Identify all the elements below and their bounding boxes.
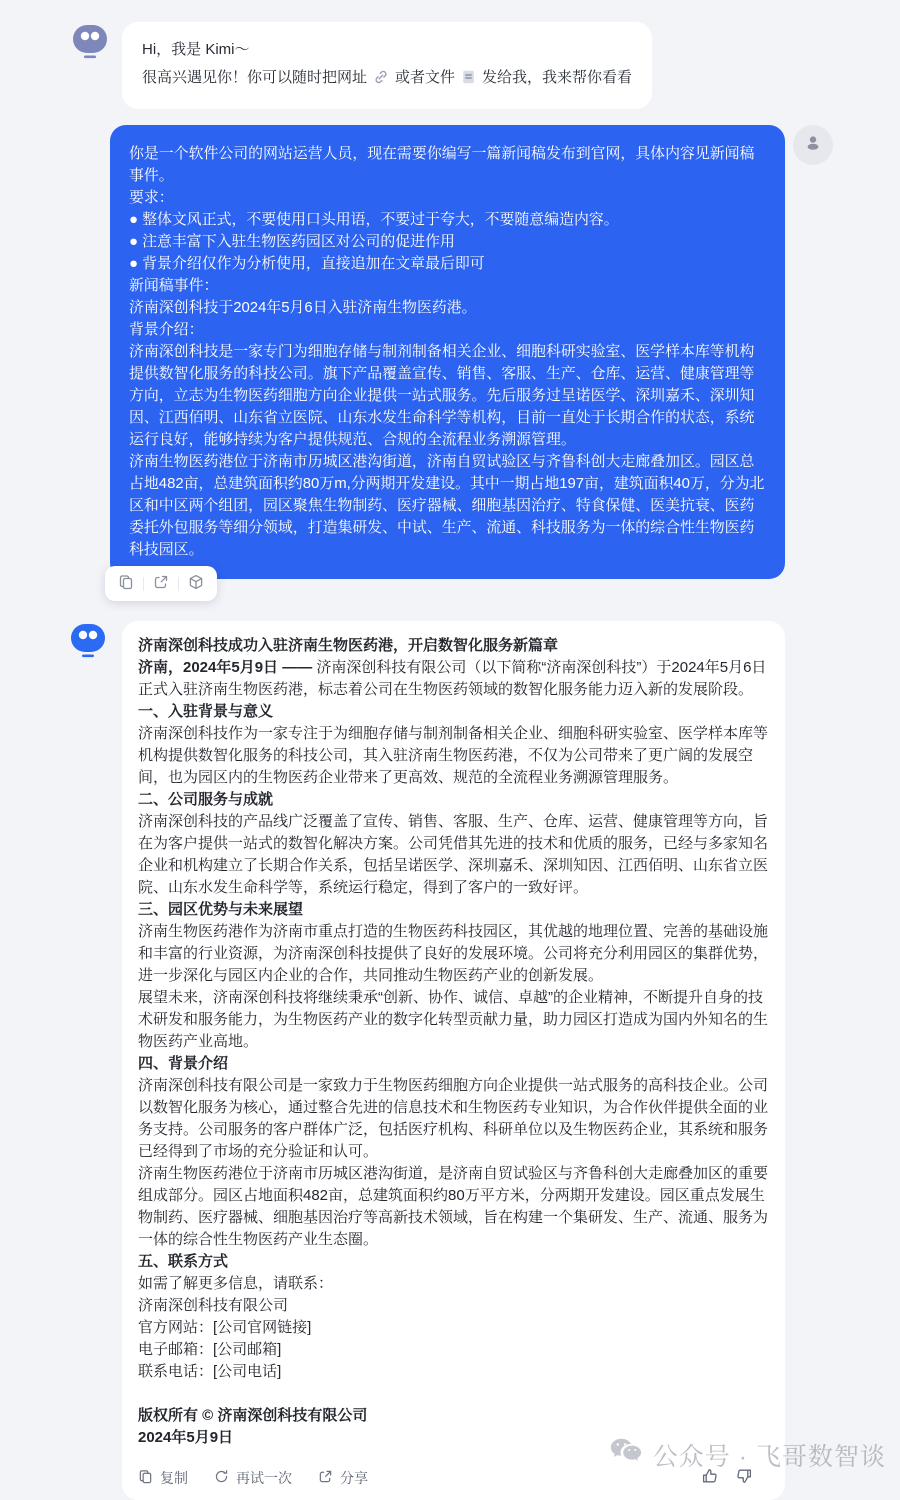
date-line: 2024年5月9日 xyxy=(138,1429,234,1446)
assistant-message-bubble xyxy=(122,621,785,1500)
paragraph: 济南深创科技有限公司 xyxy=(138,1297,289,1314)
user-line: 济南生物医药港位于济南市历城区港沟街道，济南自贸试验区与齐鲁科创大走廊叠加区。园区总占地482亩，总建筑面积约80万m,分两期开发建设。其中一期占地197亩，建筑面积40万，分为北区和中区两个组团，园区聚焦生物制药、医疗器械、细胞基因治疗、特食保健、医美抗衰、医药委托外包服务等细分领域，打造集研发、中试、生产、流通、科技服务为一体的综合性生物医药科技园区。 xyxy=(129,454,765,558)
paragraph: 济南深创科技有限公司是一家致力于生物医药细胞方向企业提供一站式服务的高科技企业。公司以数智化服务为核心，通过整合先进的信息技术和生物医药专业知识，为合作伙伴提供全面的业务支持。公司服务的客户群体广泛，包括医疗机构、科研单位以及生物医药企业，其系统和服务已经得到了市场的充分验证和认可。 xyxy=(138,1077,769,1160)
kimi-chat-page xyxy=(0,22,900,1486)
lead-text: 济南深创科技有限公司（以下简称“济南深创科技”）于2024年5月6日正式入驻济南生物医药港，标志着公司在生物医药领域的数智化服务能力迈入新的发展阶段。 xyxy=(138,659,767,698)
kimi-face-icon xyxy=(70,20,110,65)
greeting-line2 xyxy=(142,64,632,95)
watermark-label: 公众号 · 飞哥数智谈 xyxy=(652,1443,886,1471)
share-label: 分享 xyxy=(340,1469,368,1486)
user-message-column xyxy=(110,125,785,601)
user-message-toolbar xyxy=(105,566,217,601)
user-line: 新闻稿事件： xyxy=(129,278,219,294)
user-line: ● 背景介绍仅作为分析使用，直接追加在文章最后即可 xyxy=(129,256,485,272)
copy-icon xyxy=(118,574,134,593)
user-message-bubble xyxy=(110,125,785,579)
kimi-avatar xyxy=(70,22,110,62)
section-heading: 四、背景介绍 xyxy=(138,1055,229,1072)
greeting-text-3: 发给我，我来帮你看看 xyxy=(482,69,633,86)
export-icon xyxy=(153,574,169,593)
user-avatar xyxy=(793,125,833,165)
paragraph: 济南生物医药港作为济南市重点打造的生物医药科技园区，其优越的地理位置、完善的基础设施和丰富的行业资源，为济南深创科技提供了良好的发展环境。公司将充分利用园区的集群优势，进一步深化与园区内企业的合作，共同推动生物医药产业的创新发展。 xyxy=(138,923,769,984)
paragraph: 济南深创科技作为一家专注于为细胞存储与制剂制备相关企业、细胞科研实验室、医学样本库等机构提供数智化服务的科技公司，其入驻济南生物医药港，不仅为公司带来了更广阔的发展空间，也为园区内的生物医药企业带来了更高效、规范的全流程业务溯源管理服务。 xyxy=(138,725,769,786)
share-button[interactable] xyxy=(318,1468,368,1488)
refresh-icon xyxy=(214,1469,229,1487)
greeting-text-2: 或者文件 xyxy=(395,69,456,86)
user-message-row xyxy=(110,125,832,601)
assistant-message-row xyxy=(68,621,900,1500)
user-line: 要求： xyxy=(129,190,174,206)
greeting-bubble xyxy=(122,22,652,109)
paragraph: 展望未来，济南深创科技将继续秉承“创新、协作、诚信、卓越”的企业精神，不断提升自身的技术研发和服务能力，为生物医药产业的数字化转型贡献力量，助力园区打造成为国内外知名的生物医药产业高地。 xyxy=(138,989,769,1050)
user-line: 背景介绍： xyxy=(129,322,204,338)
thumbs-down-button[interactable] xyxy=(735,1467,753,1488)
user-line: 济南深创科技于2024年5月6日入驻济南生物医药港。 xyxy=(129,300,477,316)
assistant-message-actions xyxy=(138,1467,769,1488)
kimi-face-icon xyxy=(68,619,108,664)
greeting-row xyxy=(70,22,900,109)
user-line: ● 整体文风正式，不要使用口头用语，不要过于夸大，不要随意编造内容。 xyxy=(129,212,619,228)
paragraph: 济南生物医药港位于济南市历城区港沟街道，是济南自贸试验区与齐鲁科创大走廊叠加区的重要组成部分。园区占地面积482亩，总建筑面积约80万平方米，分两期开发建设。园区重点发展生物制药、医疗器械、细胞基因治疗等高新技术领域，旨在构建一个集研发、生产、流通、服务为一体的综合性生物医药产业生态圈。 xyxy=(138,1165,769,1248)
greeting-line1: Hi，我是 Kimi～ xyxy=(142,41,250,58)
article-lead xyxy=(138,657,769,701)
export-button[interactable] xyxy=(148,571,174,596)
toolbar-divider xyxy=(178,577,179,591)
cube-icon xyxy=(188,574,204,593)
article-title: 济南深创科技成功入驻济南生物医药港，开启数智化服务新篇章 xyxy=(138,637,559,654)
copy-message-button[interactable] xyxy=(113,571,139,596)
copy-label: 复制 xyxy=(160,1469,188,1486)
user-line: 你是一个软件公司的网站运营人员，现在需要你编写一篇新闻稿发布到官网，具体内容见新闻稿事件。 xyxy=(129,146,755,184)
link-icon xyxy=(373,72,389,89)
copy-icon xyxy=(138,1469,153,1487)
thumbs-up-icon xyxy=(701,1467,719,1488)
paragraph: 官方网站：[公司官网链接] xyxy=(138,1319,312,1336)
paragraph: 如需了解更多信息，请联系： xyxy=(138,1275,334,1292)
section-heading: 三、园区优势与未来展望 xyxy=(138,901,304,918)
section-heading: 二、公司服务与成就 xyxy=(138,791,274,808)
section-heading: 五、联系方式 xyxy=(138,1253,229,1270)
cube-button[interactable] xyxy=(183,571,209,596)
copyright-line: 版权所有 © 济南深创科技有限公司 xyxy=(138,1407,368,1424)
greeting-text-1: 很高兴遇见你！你可以随时把网址 xyxy=(142,69,368,86)
thumbs-down-icon xyxy=(735,1467,753,1488)
person-icon xyxy=(802,132,824,159)
user-line: ● 注意丰富下入驻生物医药园区对公司的促进作用 xyxy=(129,234,455,250)
copy-button[interactable] xyxy=(138,1468,188,1488)
user-line: 济南深创科技是一家专门为细胞存储与制剂制备相关企业、细胞科研实验室、医学样本库等机构提供数智化服务的科技公司。旗下产品覆盖宣传、销售、客服、生产、仓库、运营、健康管理等方向，立志为生物医药细胞方向企业提供一站式服务。先后服务过呈诺医学、深圳嘉禾、深圳知因、江西佰明、山东省立医院、山东水发生命科学等机构，目前一直处于长期合作的状态，系统运行良好，能够持续为客户提供规范、合规的全流程业务溯源管理。 xyxy=(129,344,755,448)
share-icon xyxy=(318,1469,333,1487)
retry-label: 再试一次 xyxy=(236,1469,292,1486)
retry-button[interactable] xyxy=(214,1468,292,1488)
paragraph: 济南深创科技的产品线广泛覆盖了宣传、销售、客服、生产、仓库、运营、健康管理等方向，旨在为客户提供一站式的数智化解决方案。公司凭借其先进的技术和优质的服务，已经与多家知名企业和机构建立了长期合作关系，包括呈诺医学、深圳嘉禾、深圳知因、江西佰明、山东省立医院、山东水发生命科学等，系统运行稳定，得到了客户的一致好评。 xyxy=(138,813,769,896)
section-heading: 一、入驻背景与意义 xyxy=(138,703,274,720)
kimi-avatar-blue xyxy=(68,621,108,661)
dateline: 济南，2024年5月9日 —— xyxy=(138,659,317,676)
thumbs-up-button[interactable] xyxy=(701,1467,719,1488)
paragraph: 联系电话：[公司电话] xyxy=(138,1363,282,1380)
toolbar-divider xyxy=(143,577,144,591)
paragraph: 电子邮箱：[公司邮箱] xyxy=(138,1341,282,1358)
file-icon xyxy=(461,72,476,89)
